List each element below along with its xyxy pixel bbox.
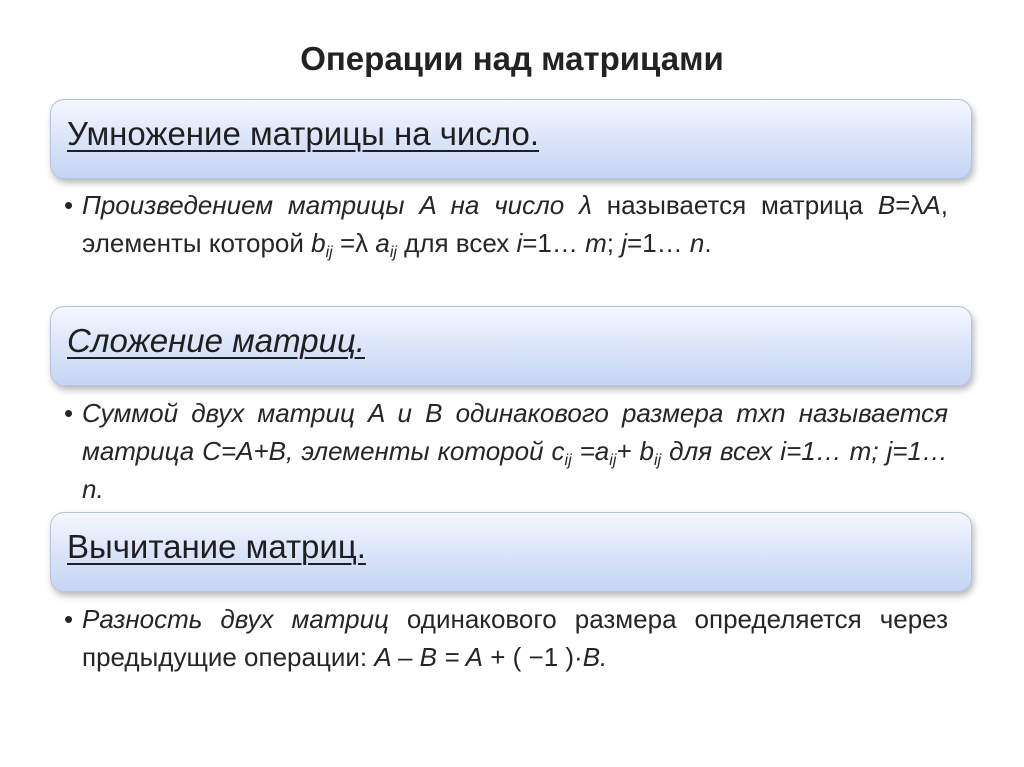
definition-matrix-subtraction: • Разность двух матриц одинакового размера определяется через предыдущие операции: A – B = A + ( −1 )·B.	[82, 600, 948, 676]
section-heading: Сложение матриц.	[67, 322, 365, 359]
section-header-matrix-subtraction	[50, 512, 972, 592]
section-header-scalar-multiplication	[50, 99, 972, 179]
section-header-matrix-addition	[50, 306, 972, 386]
definition-matrix-addition: • Суммой двух матриц A и B одинакового размера mxn называется матрица C=A+B, элементы которой $c_{ij} =a_{ij}+ b_{ij}$ для всех i=1… m; j=1…n.	[82, 394, 948, 508]
bullet-marker: •	[64, 604, 74, 634]
bullet-marker: •	[64, 398, 74, 428]
bullet-marker: •	[64, 190, 74, 220]
section-heading: Вычитание матриц.	[67, 528, 366, 565]
page-title: Операции над матрицами	[300, 40, 724, 77]
section-heading: Умножение матрицы на число.	[67, 115, 540, 152]
definition-scalar-multiplication: • Произведением матрицы A на число λ называется матрица B=λA, элементы которой $b_{ij} =\lambda$ $a_{ij}$ для всех i=1… m; j=1… n.	[82, 186, 948, 262]
